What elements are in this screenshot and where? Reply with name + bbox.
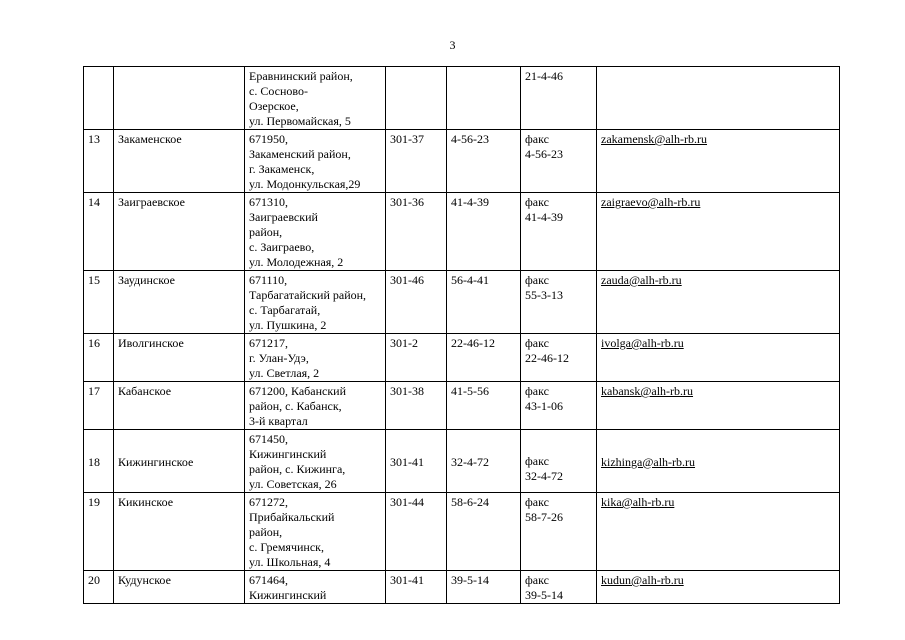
address-line: 671110,	[249, 273, 288, 287]
fax	[521, 430, 597, 493]
email-link[interactable]: zaigraevo@alh-rb.ru	[601, 195, 701, 209]
phone: 22-46-12	[447, 334, 521, 382]
phone	[447, 67, 521, 130]
dialing-code: 301-2	[386, 334, 447, 382]
row-number: 20	[84, 571, 114, 604]
postal-address	[245, 430, 386, 493]
address-line: 671450,	[249, 432, 288, 446]
email	[597, 67, 840, 130]
fax-line: факс	[525, 336, 549, 350]
table-row	[84, 334, 840, 382]
address-line: ул. Модонкульская,29	[249, 177, 361, 191]
dialing-code: 301-46	[386, 271, 447, 334]
fax	[521, 334, 597, 382]
email	[597, 382, 840, 430]
row-number: 16	[84, 334, 114, 382]
dialing-code: 301-44	[386, 493, 447, 571]
row-number: 17	[84, 382, 114, 430]
address-line: район, с. Кижинга,	[249, 462, 346, 476]
fax	[521, 382, 597, 430]
forestry-name: Заудинское	[114, 271, 245, 334]
phone: 41-4-39	[447, 193, 521, 271]
fax-line: факс	[525, 454, 549, 468]
fax-line: 58-7-26	[525, 510, 563, 524]
forestry-name: Заиграевское	[114, 193, 245, 271]
table-row	[84, 271, 840, 334]
fax	[521, 193, 597, 271]
row-number: 18	[84, 430, 114, 493]
address-line: Еравнинский район,	[249, 69, 353, 83]
postal-address	[245, 67, 386, 130]
fax	[521, 130, 597, 193]
address-line: Заиграевский	[249, 210, 318, 224]
address-line: ул. Советская, 26	[249, 477, 337, 491]
forestry-directory-table	[83, 66, 840, 604]
address-line: с. Тарбагатай,	[249, 303, 321, 317]
fax-line: факс	[525, 495, 549, 509]
address-line: район,	[249, 225, 283, 239]
email-link[interactable]: zauda@alh-rb.ru	[601, 273, 682, 287]
address-line: ул. Первомайская, 5	[249, 114, 351, 128]
fax-line: факс	[525, 573, 549, 587]
fax-line: 55-3-13	[525, 288, 563, 302]
postal-address	[245, 130, 386, 193]
email-link[interactable]: zakamensk@alh-rb.ru	[601, 132, 708, 146]
row-number: 14	[84, 193, 114, 271]
email	[597, 430, 840, 493]
fax-line: 32-4-72	[525, 469, 563, 483]
fax	[521, 493, 597, 571]
table-row	[84, 430, 840, 493]
email-link[interactable]: kizhinga@alh-rb.ru	[601, 454, 696, 469]
fax-line: 4-56-23	[525, 147, 563, 161]
forestry-name	[114, 67, 245, 130]
fax-line: 43-1-06	[525, 399, 563, 413]
address-line: 671310,	[249, 195, 288, 209]
table-row	[84, 193, 840, 271]
fax	[521, 571, 597, 604]
forestry-name: Кикинское	[114, 493, 245, 571]
fax-line: 21-4-46	[525, 69, 563, 83]
forestry-name: Кабанское	[114, 382, 245, 430]
address-line: Озерское,	[249, 99, 299, 113]
address-line: Прибайкальский	[249, 510, 335, 524]
fax-line: факс	[525, 132, 549, 146]
address-line: Закаменский район,	[249, 147, 351, 161]
dialing-code: 301-41	[386, 430, 447, 493]
email-link[interactable]: kika@alh-rb.ru	[601, 495, 675, 509]
fax-line: факс	[525, 195, 549, 209]
address-line: 671272,	[249, 495, 288, 509]
postal-address	[245, 493, 386, 571]
dialing-code: 301-41	[386, 571, 447, 604]
email	[597, 130, 840, 193]
address-line: Тарбагатайский район,	[249, 288, 367, 302]
table-row	[84, 130, 840, 193]
email	[597, 493, 840, 571]
postal-address	[245, 193, 386, 271]
phone: 4-56-23	[447, 130, 521, 193]
address-line: район,	[249, 525, 283, 539]
forestry-name: Кудунское	[114, 571, 245, 604]
email-link[interactable]: kabansk@alh-rb.ru	[601, 384, 694, 398]
forestry-name: Кижингинское	[114, 430, 245, 493]
address-line: 671200, Кабанский	[249, 384, 347, 398]
email	[597, 571, 840, 604]
table-row	[84, 67, 840, 130]
address-line: ул. Школьная, 4	[249, 555, 331, 569]
phone: 32-4-72	[447, 430, 521, 493]
table-row	[84, 382, 840, 430]
email	[597, 271, 840, 334]
fax	[521, 271, 597, 334]
phone: 58-6-24	[447, 493, 521, 571]
phone: 39-5-14	[447, 571, 521, 604]
address-line: г. Улан-Удэ,	[249, 351, 309, 365]
forestry-name: Закаменское	[114, 130, 245, 193]
address-line: Кижингинский	[249, 447, 327, 461]
email	[597, 334, 840, 382]
address-line: с. Заиграево,	[249, 240, 315, 254]
address-line: с. Сосново-	[249, 84, 308, 98]
forestry-name: Иволгинское	[114, 334, 245, 382]
row-number: 13	[84, 130, 114, 193]
dialing-code: 301-38	[386, 382, 447, 430]
address-line: ул. Пушкина, 2	[249, 318, 327, 332]
postal-address	[245, 334, 386, 382]
row-number: 15	[84, 271, 114, 334]
phone: 56-4-41	[447, 271, 521, 334]
postal-address	[245, 571, 386, 604]
address-line: г. Закаменск,	[249, 162, 315, 176]
fax-line: 22-46-12	[525, 351, 569, 365]
dialing-code	[386, 67, 447, 130]
address-line: с. Гремячинск,	[249, 540, 324, 554]
dialing-code: 301-37	[386, 130, 447, 193]
address-line: 671217,	[249, 336, 288, 350]
address-line: 3-й квартал	[249, 414, 308, 428]
postal-address	[245, 271, 386, 334]
fax-line: факс	[525, 384, 549, 398]
fax-line: 39-5-14	[525, 588, 563, 602]
fax-line: 41-4-39	[525, 210, 563, 224]
row-number: 19	[84, 493, 114, 571]
address-line: ул. Светлая, 2	[249, 366, 320, 380]
address-line: 671464,	[249, 573, 288, 587]
address-line: район, с. Кабанск,	[249, 399, 342, 413]
address-line: ул. Молодежная, 2	[249, 255, 344, 269]
fax	[521, 67, 597, 130]
email-link[interactable]: kudun@alh-rb.ru	[601, 573, 684, 587]
address-line: Кижингинский	[249, 588, 327, 602]
page-number: 3	[449, 38, 456, 52]
fax-line: факс	[525, 273, 549, 287]
table-row	[84, 493, 840, 571]
table-row	[84, 571, 840, 604]
email-link[interactable]: ivolga@alh-rb.ru	[601, 336, 684, 350]
address-line: 671950,	[249, 132, 288, 146]
email	[597, 193, 840, 271]
dialing-code: 301-36	[386, 193, 447, 271]
postal-address	[245, 382, 386, 430]
row-number	[84, 67, 114, 130]
phone: 41-5-56	[447, 382, 521, 430]
